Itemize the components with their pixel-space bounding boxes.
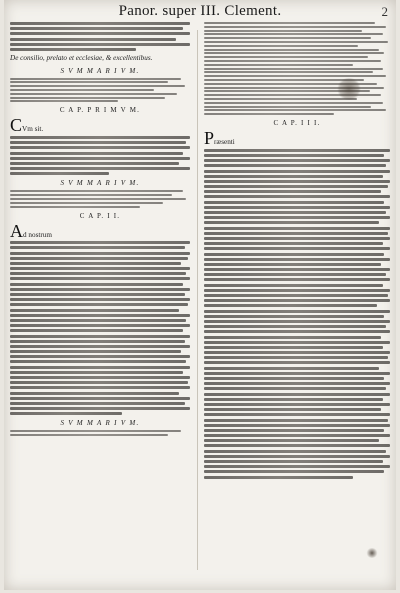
chapter-title: C A P. P R I M V M. [59,106,141,115]
summary-title: S V M M A R I V M. [60,419,140,428]
running-title: Panor. super III. Clement. [118,3,282,19]
chapter-body [10,136,190,175]
chapter-body [10,241,190,415]
chapter-incipit: d nostrum [23,230,52,239]
summary-list [10,78,190,103]
chapter-title: C A P. I I. [79,211,121,220]
drop-initial: A [10,220,23,241]
rubric: De consilio, prelato et ecclesiae, & excellentibus. [10,53,153,62]
drop-initial: C [10,115,23,136]
summary-title: S V M M A R I V M. [60,179,140,188]
summary-list [10,430,190,436]
chapter-body [204,149,390,479]
chapter-opening [10,117,190,134]
summary-title: S V M M A R I V M. [60,66,140,75]
folio-number: 2 [381,4,388,19]
summary-list [10,190,190,207]
left-column [10,22,190,584]
chapter-title: C A P. I I I. [273,119,321,128]
document-page [4,0,396,590]
chapter-incipit: Vm sit. [22,125,44,134]
chapter-opening [10,220,190,241]
drop-initial: P [204,128,215,149]
column-divider [197,30,198,570]
chapter-incipit: ræsenti [214,138,235,147]
chapter-opening [204,130,390,147]
ink-spot [366,548,378,558]
right-column [204,22,390,584]
opening-paragraph [10,22,190,51]
ink-stain [336,78,362,100]
summary-list-continued [204,22,390,115]
